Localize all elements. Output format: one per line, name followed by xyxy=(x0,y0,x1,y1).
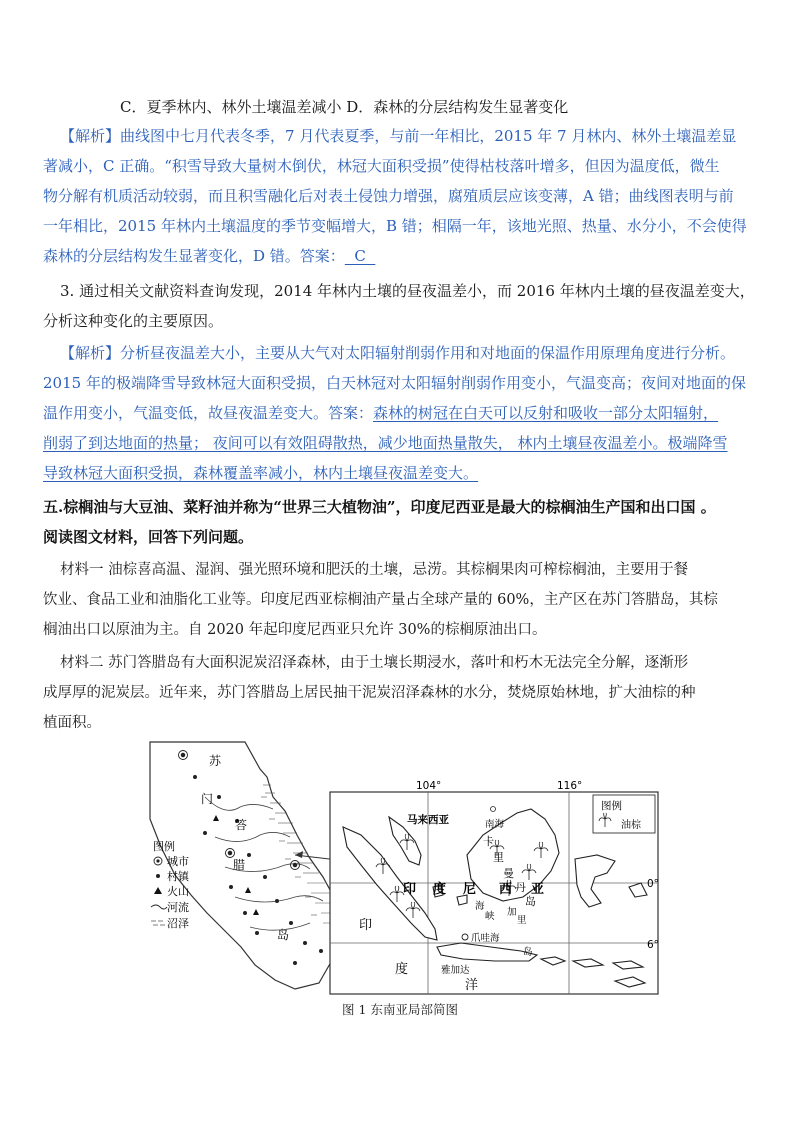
legend-oil-palm: 油棕 xyxy=(621,820,641,831)
label-java-sea: 爪哇海 xyxy=(471,933,500,944)
label-south-china-sea: 南海 xyxy=(485,819,505,830)
analysis1-line2: 著减小，C 正确。“积雪导致大量树木倒伏，林冠大面积受损”使得枯枝落叶增多，但因为温度低，微生 xyxy=(43,157,720,175)
legend-volcano: 火山 xyxy=(167,885,189,898)
figure-caption: 图 1 东南亚局部简图 xyxy=(342,1002,458,1017)
label-java-island: 岛 xyxy=(523,947,533,958)
swamp-icon xyxy=(151,921,165,925)
material2-line2: 成厚厚的泥炭层。近年来，苏门答腊岛上居民抽干泥炭沼泽森林的水分，焚烧原始林地，扩大油棕的种 xyxy=(43,685,696,701)
question-options-c-d: C．夏季林内、林外土壤温差减小 D．森林的分层结构发生显著变化 xyxy=(120,98,569,116)
southeast-asia-map-figure xyxy=(145,737,665,997)
label-indian-ocean-3: 洋 xyxy=(465,978,479,993)
analysis2-line1: 【解析】分析昼夜温差大小，主要从大气对太阳辐射削弱作用和对地面的保温作用原理角度进行分析。 xyxy=(0,343,800,363)
label-indonesia-5: 亚 xyxy=(531,882,545,897)
lon-label-104: 104° xyxy=(416,780,442,792)
label-malaysia: 马来西亚 xyxy=(407,814,449,826)
label-kalimantan-2: 里 xyxy=(493,851,504,864)
sumatra-inset xyxy=(150,742,345,989)
analysis1-line4: 一年相比，2015 年林内土壤温度的季节变幅增大，B 错；相隔一年，该地光照、热量、水分小，不会使得 xyxy=(43,217,747,235)
material1-line3: 榈油出口以原油为主。自 2020 年起印度尼西亚只允许 30%的棕榈原油出口。 xyxy=(43,622,547,638)
label-kalimantan-5: 岛 xyxy=(525,895,536,908)
label-indonesia-1: 印 xyxy=(403,882,417,897)
section5-heading: 五.棕榈油与大豆油、菜籽油并称为“世界三大植物油”，印度尼西亚是最大的棕榈油生产国和出口国 。 xyxy=(43,498,716,516)
material2-line1: 材料二 苏门答腊岛有大面积泥炭沼泽森林，由于土壤长期浸水，落叶和朽木无法完全分解，逐渐形 xyxy=(60,655,689,671)
island-label-dao: 岛 xyxy=(277,928,290,942)
analysis2-line4: 削弱了到达地面的热量； 夜间可以有效阻碍散热，减少地面热量散失， 林内土壤昼夜温差小。极端降雪 xyxy=(43,434,728,452)
label-jakarta: 雅加达 xyxy=(441,965,470,976)
analysis-tag: 【解析】 xyxy=(60,127,121,145)
analysis2-line5: 导致林冠大面积受损，森林覆盖率减小，林内土壤昼夜温差变大。 xyxy=(43,464,479,482)
analysis1-line1: 【解析】曲线图中七月代表冬季，7 月代表夏季，与前一年相比，2015 年 7 月林内、林外土壤温差显 xyxy=(0,126,800,146)
legend-city: 城市 xyxy=(167,855,189,868)
town-icon xyxy=(156,874,160,878)
city-icon-dot xyxy=(156,859,159,862)
section5-instruction: 阅读图文材料，回答下列问题。 xyxy=(43,528,254,546)
analysis1-line5: 森林的分层结构发生显著变化，D 错。答案： C xyxy=(43,247,376,265)
analysis2-line2: 2015 年的极端降雪导致林冠大面积受损，白天林冠对太阳辐射削弱作用变小，气温变高；夜间对地面的保 xyxy=(43,374,746,392)
map-svg xyxy=(145,737,665,997)
material2-line3: 植面积。 xyxy=(43,715,101,731)
volcano-icon xyxy=(154,887,162,894)
island-label-men: 门 xyxy=(201,792,214,806)
river-icon xyxy=(151,905,167,909)
label-indian-ocean-1: 印 xyxy=(359,918,373,933)
main-map xyxy=(330,780,659,994)
label-strait-4: 里 xyxy=(517,915,527,926)
question3-line2: 分析这种变化的主要原因。 xyxy=(43,312,224,330)
main-legend-title: 图例 xyxy=(601,800,622,812)
lon-label-116: 116° xyxy=(557,780,583,792)
label-kalimantan-1: 卡 xyxy=(483,835,494,848)
inset-legend-title: 图例 xyxy=(153,840,175,853)
island-label-da: 答 xyxy=(235,818,248,832)
lat-label-6: 6° xyxy=(647,939,659,951)
label-strait-2: 峡 xyxy=(485,911,495,922)
answer: C xyxy=(344,247,376,265)
label-indian-ocean-2: 度 xyxy=(395,962,409,977)
analysis-tag: 【解析】 xyxy=(60,344,121,362)
label-strait-3: 加 xyxy=(507,907,517,918)
label-indonesia-4: 西 xyxy=(499,882,513,897)
label-indonesia-3: 尼 xyxy=(463,882,477,897)
label-kalimantan-4: 丹 xyxy=(515,881,526,894)
island-label-su: 苏 xyxy=(209,754,222,768)
label-strait-1: 海 xyxy=(475,901,485,912)
lat-label-0: 0° xyxy=(647,878,659,890)
material1-line2: 饮业、食品工业和油脂化工业等。印度尼西亚棕榈油产量占全球产量的 60%，主产区在苏门答腊岛，其棕 xyxy=(43,592,718,608)
island-label-la: 腊 xyxy=(233,858,246,872)
analysis2-line3: 温作用变小，气温变低，故昼夜温差变大。答案：森林的树冠在白天可以反射和吸收一部分太阳辐射， xyxy=(43,404,719,422)
question3-line1: 3. 通过相关文献资料查询发现，2014 年林内土壤的昼夜温差小，而 2016 年林内土壤的昼夜温差变大， xyxy=(60,282,755,300)
main-legend xyxy=(593,795,655,833)
label-kalimantan-3: 曼 xyxy=(503,867,514,880)
material1-line1: 材料一 油棕喜高温、湿润、强光照环境和肥沃的土壤，忌涝。其棕榈果肉可榨棕榈油，主要用于餐 xyxy=(60,562,689,578)
legend-river: 河流 xyxy=(167,901,189,914)
legend-swamp: 沼泽 xyxy=(167,917,189,930)
analysis1-line3: 物分解有机质活动较弱，而且积雪融化后对表土侵蚀力增强，腐殖质层应该变薄，A 错；曲线图表明与前 xyxy=(43,187,734,205)
label-indonesia-2: 度 xyxy=(433,882,447,897)
legend-town: 村镇 xyxy=(167,870,189,883)
